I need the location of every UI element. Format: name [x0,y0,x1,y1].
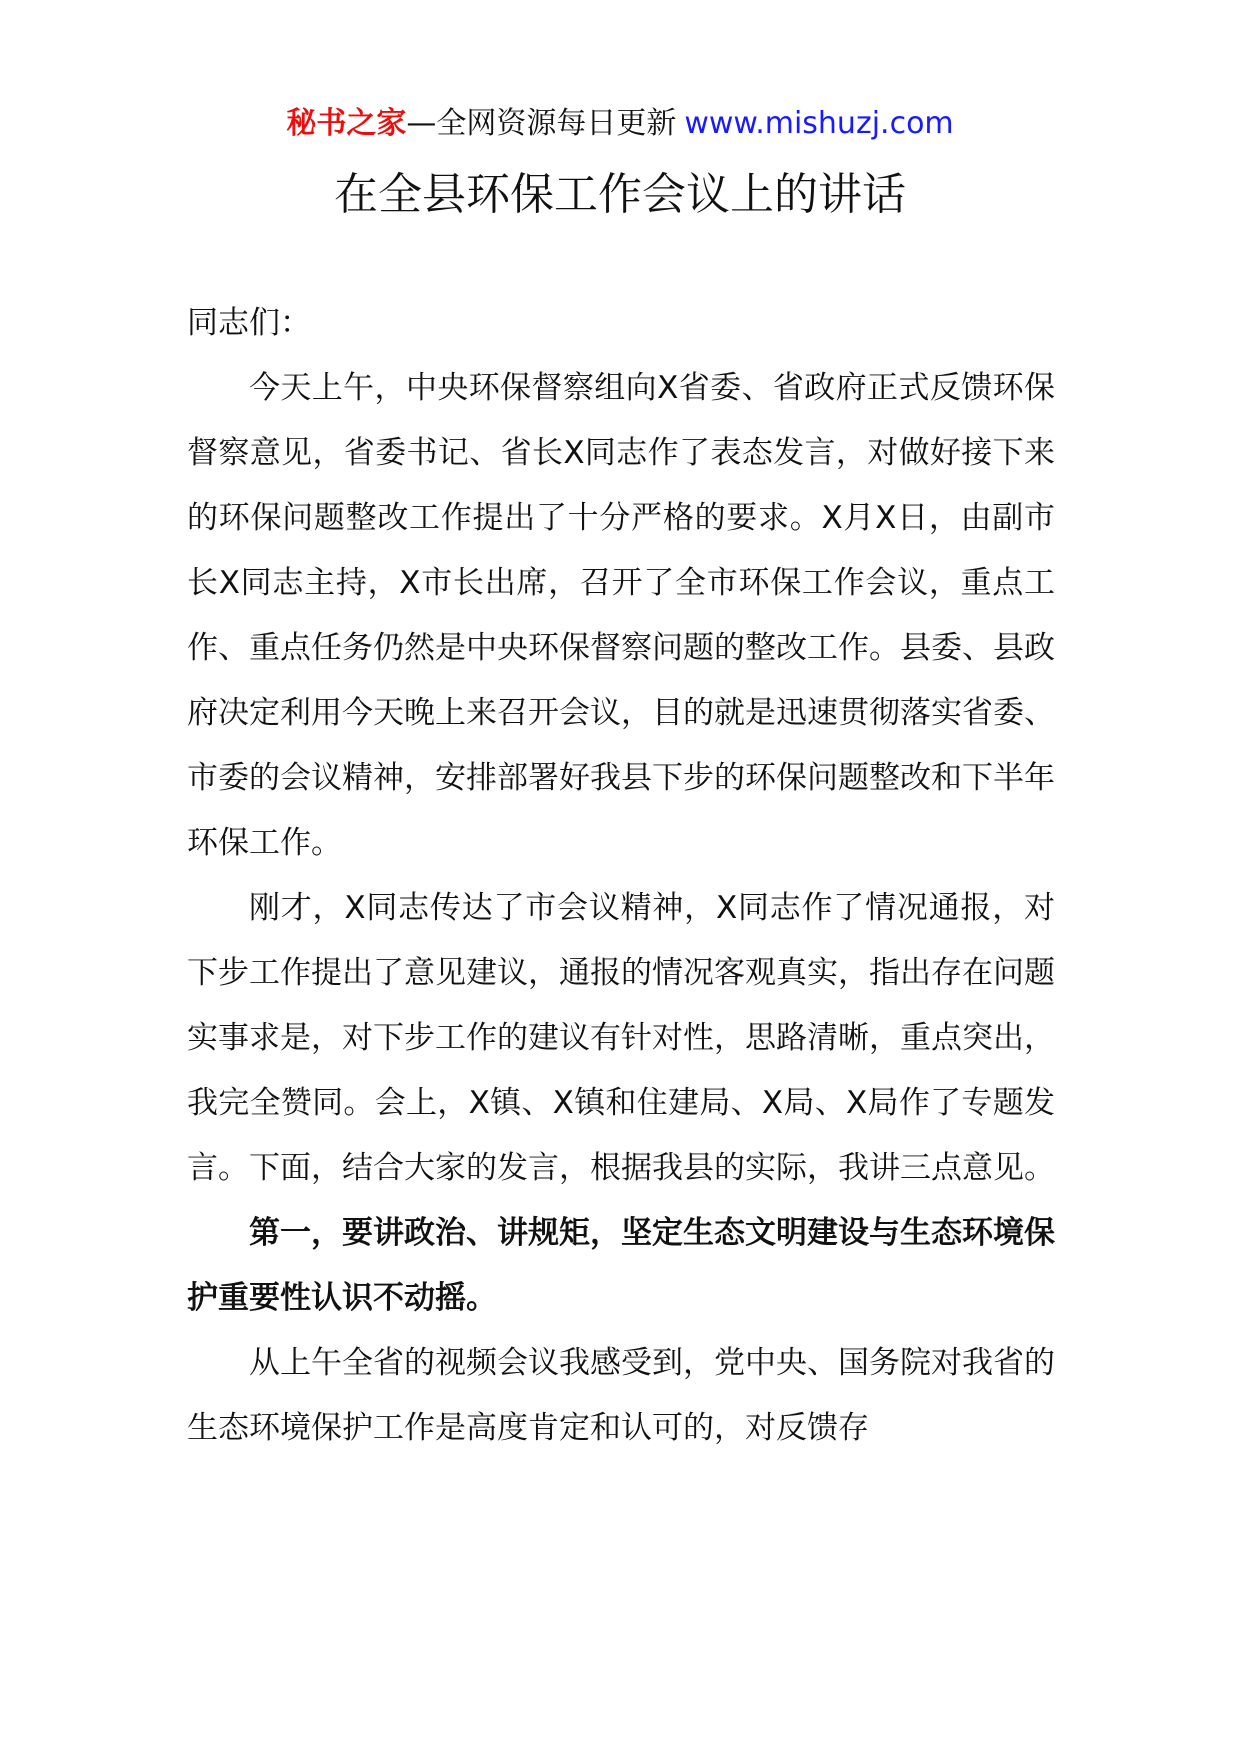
paragraph-2: 刚才，X同志传达了市会议精神，X同志作了情况通报，对下步工作提出了意见建议，通报的情况客观真实，指出存在问题实事求是，对下步工作的建议有针对性，思路清晰，重点突出，我完全赞同。会上，X镇、X镇和住建局、X局、X局作了专题发言。下面，结合大家的发言，根据我县的实际，我讲三点意见。 [187,890,1055,1186]
site-header [0,102,1240,146]
salutation: 同志们： [187,305,311,341]
document-title: 在全县环保工作会议上的讲话 [334,169,906,220]
site-url-link[interactable]: www.mishuzj.com [684,106,954,141]
paragraph-1: 今天上午，中央环保督察组向X省委、省政府正式反馈环保督察意见，省委书记、省长X同志作了表态发言，对做好接下来的环保问题整改工作提出了十分严格的要求。X月X日，由副市长X同志主持，X市长出席，召开了全市环保工作会议，重点工作、重点任务仍然是中央环保督察问题的整改工作。县委、县政府决定利用今天晚上来召开会议，目的就是迅速贯彻落实省委、市委的会议精神，安排部署好我县下步的环保问题整改和下半年环保工作。 [187,370,1055,861]
site-tagline: —全网资源每日更新 [406,106,677,141]
section-heading-1: 第一，要讲政治、讲规矩，坚定生态文明建设与生态环境保护重要性认识不动摇。 [187,1215,1055,1316]
paragraph-3: 从上午全省的视频会议我感受到，党中央、国务院对我省的生态环境保护工作是高度肯定和认可的，对反馈存 [187,1345,1055,1446]
document-body [187,291,1055,1461]
brand-name: 秘书之家 [286,106,407,141]
